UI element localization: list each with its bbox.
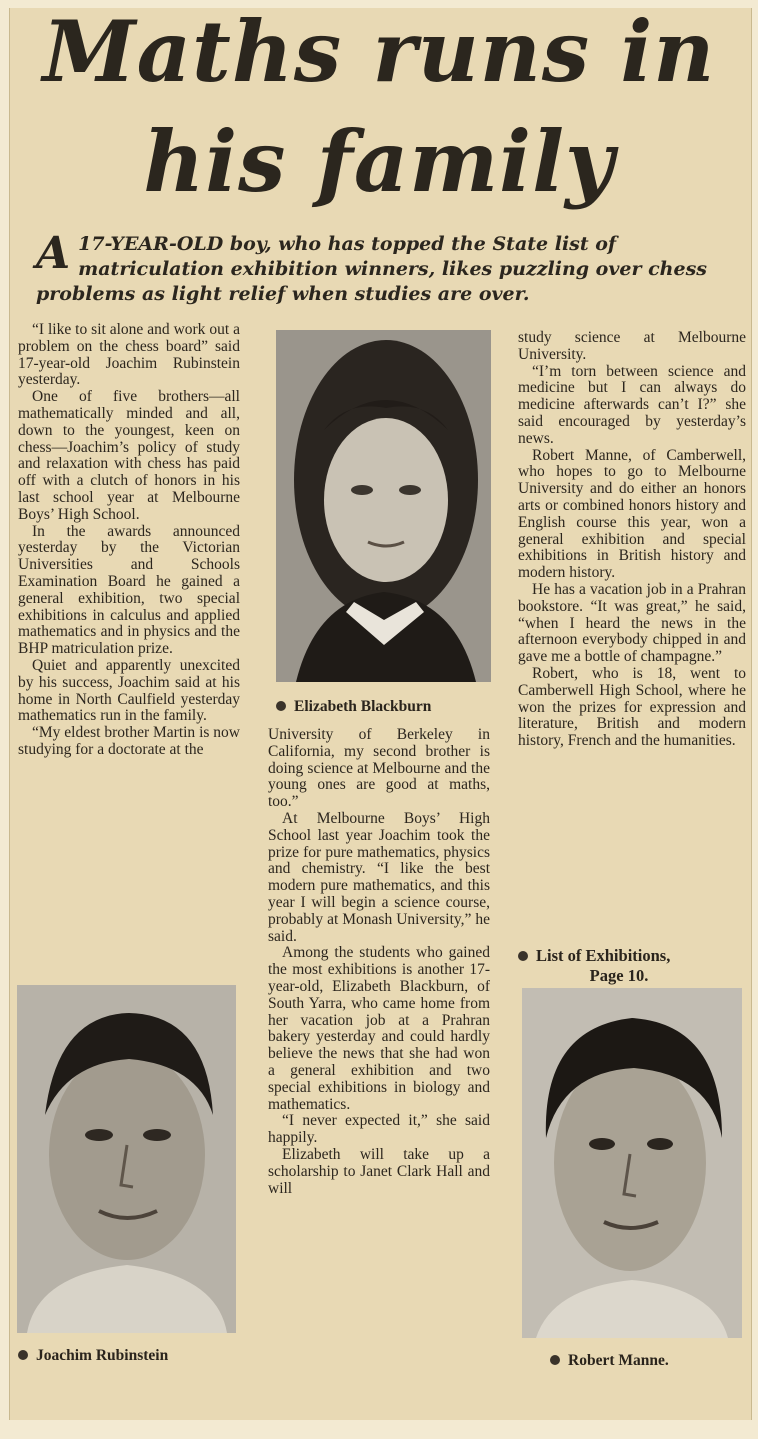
paragraph: study science at Melbourne University.	[518, 330, 746, 363]
paragraph: Robert Manne, of Camberwell, who hopes to go to Melbourne University and do either an honors arts or combined honors history and English course this year, won a general exhibition and special exhibitions in British history and modern history.	[518, 446, 746, 582]
cross-reference: List of Exhibitions, Page 10.	[518, 946, 748, 986]
bullet-icon	[550, 1355, 560, 1365]
bullet-icon	[276, 701, 286, 711]
paragraph: One of five brothers—all mathematically minded and all, down to the youngest, keen on chess—Joachim’s policy of study and relaxation with chess has paid off with a clutch of honors in his last school year at Melbourne Boys’ High School.	[18, 388, 240, 523]
drop-cap: A	[36, 228, 71, 279]
article-column-2	[268, 727, 490, 1367]
caption-elizabeth: Elizabeth Blackburn	[276, 698, 431, 716]
paragraph: “My eldest brother Martin is now studying for a doctorate at the	[18, 724, 240, 758]
paragraph: At Melbourne Boys’ High School last year Joachim took the prize for pure mathematics, physics and chemistry. “I like the best modern pure mathematics, and this year I will begin a science course, probably at Monash University,” he said.	[268, 809, 490, 945]
intro-paragraph	[36, 228, 744, 307]
paragraph: Quiet and apparently unexcited by his success, Joachim said at his home in North Caulfield yesterday mathematics run in the family.	[18, 656, 240, 725]
caption-robert: Robert Manne.	[550, 1352, 669, 1370]
paragraph: “I like to sit alone and work out a problem on the chess board” said 17-year-old Joachim Rubinstein yesterday.	[18, 322, 240, 389]
paragraph: “I never expected it,” she said happily.	[268, 1112, 490, 1147]
bullet-icon	[18, 1350, 28, 1360]
article-column-1	[18, 322, 240, 972]
photo-joachim-rubinstein	[17, 985, 236, 1333]
paragraph: Robert, who is 18, went to Camberwell High School, where he won the prizes for expression and literature, British and modern history, French and the humanities.	[518, 664, 746, 750]
caption-joachim: Joachim Rubinstein	[18, 1347, 168, 1365]
paragraph: Elizabeth will take up a scholarship to Janet Clark Hall and will	[268, 1145, 490, 1197]
article-column-3	[518, 330, 746, 942]
bullet-icon	[518, 951, 528, 961]
photo-robert-manne	[522, 988, 742, 1338]
headline-line-1: Maths runs in	[42, 2, 716, 101]
paragraph: He has a vacation job in a Prahran bookstore. “It was great,” he said, “when I heard the news in the afternoon everybody chipped in and gave me a bottle of champagne.”	[518, 580, 746, 666]
intro-text: 17-YEAR-OLD boy, who has topped the State list of matriculation exhibition winners, likes puzzling over chess problems as light relief when studies are over.	[36, 233, 707, 305]
photo-elizabeth-blackburn	[276, 330, 491, 682]
headline-line-2: his family	[143, 112, 615, 211]
paragraph: In the awards announced yesterday by the Victorian Universities and Schools Examination Board he gained a general exhibition, two special exhibitions in calculus and applied mathematics and in physics and the BHP matriculation prize.	[18, 522, 240, 658]
paragraph: University of Berkeley in California, my second brother is doing science at Melbourne and the young ones are good at maths, too.”	[268, 727, 490, 811]
paragraph: Among the students who gained the most exhibitions is another 17-year-old, Elizabeth Blackburn, of South Yarra, who came home from her vacation job at a Prahran bakery yesterday and could hardly believe the news that she had won a general exhibition and two special exhibitions in biology and mathematics.	[268, 944, 490, 1113]
paragraph: “I’m torn between science and medicine but I can always do medicine afterwards can’t I?” she said encouraged by yesterday’s news.	[518, 362, 746, 447]
